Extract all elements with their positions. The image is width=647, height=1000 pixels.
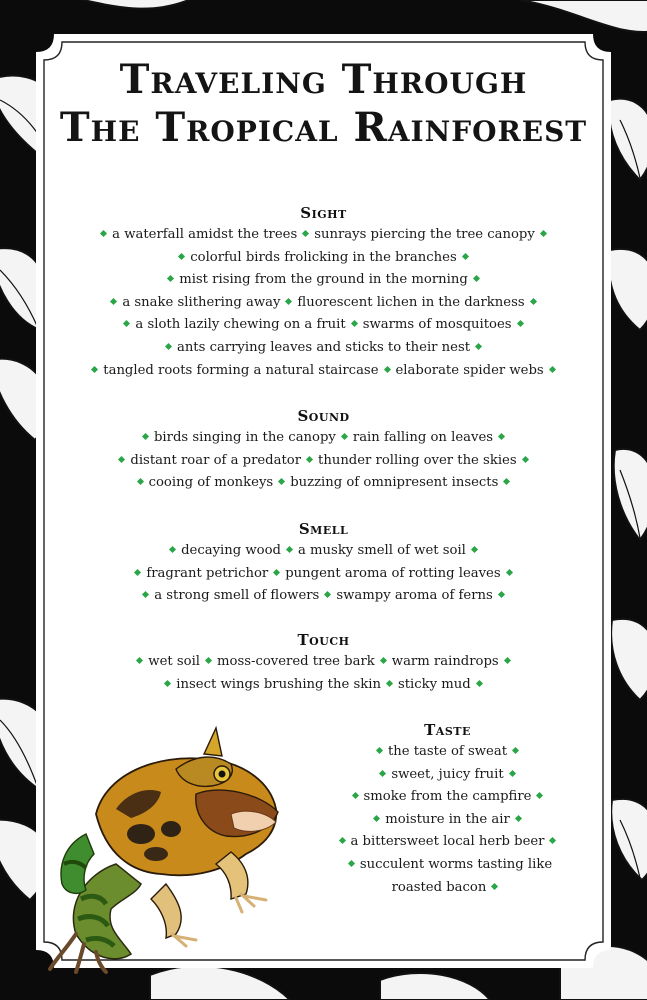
phrase-line bbox=[36, 540, 611, 563]
bullet-diamond-icon bbox=[169, 546, 176, 553]
section-sound bbox=[36, 405, 611, 495]
bullet-diamond-icon bbox=[471, 546, 478, 553]
bullet-diamond-icon bbox=[530, 298, 537, 305]
phrase: a strong smell of flowers bbox=[154, 588, 320, 604]
phrase-line bbox=[298, 786, 597, 809]
phrase: sunrays piercing the tree canopy bbox=[314, 227, 535, 242]
phrase-line bbox=[36, 585, 611, 608]
bullet-diamond-icon bbox=[491, 883, 498, 890]
bullet-diamond-icon bbox=[383, 366, 390, 373]
section-heading-taste: Taste bbox=[424, 721, 471, 739]
bullet-diamond-icon bbox=[509, 770, 516, 777]
bullet-diamond-icon bbox=[278, 478, 285, 485]
phrase: succulent worms tasting like bbox=[359, 856, 553, 872]
bullet-diamond-icon bbox=[376, 747, 383, 754]
phrase: moss-covered tree bark bbox=[217, 654, 375, 669]
bullet-diamond-icon bbox=[380, 657, 387, 664]
bullet-diamond-icon bbox=[165, 343, 172, 350]
poster-card bbox=[36, 34, 611, 968]
bullet-diamond-icon bbox=[273, 569, 280, 576]
phrase: a musky smell of wet soil bbox=[298, 543, 466, 558]
phrase: colorful birds frolicking in the branches bbox=[190, 249, 457, 265]
phrase: a bittersweet local herb beer bbox=[350, 834, 545, 850]
phrase-line bbox=[36, 427, 611, 450]
phrase: tangled roots forming a natural staircase bbox=[103, 362, 379, 378]
section-taste bbox=[298, 719, 597, 899]
bullet-diamond-icon bbox=[536, 792, 543, 799]
bullet-diamond-icon bbox=[512, 747, 519, 754]
phrase: smoke from the campfire bbox=[363, 789, 532, 805]
phrase: buzzing of omnipresent insects bbox=[290, 475, 499, 491]
phrase-line bbox=[298, 877, 597, 900]
bullet-diamond-icon bbox=[348, 860, 355, 867]
phrase: ants carrying leaves and sticks to their nest bbox=[176, 339, 471, 355]
section-smell bbox=[36, 518, 611, 608]
bullet-diamond-icon bbox=[324, 591, 331, 598]
section-heading-smell: Smell bbox=[298, 520, 349, 538]
phrase: the taste of sweat bbox=[387, 744, 508, 759]
phrase: rain falling on leaves bbox=[352, 430, 494, 445]
bullet-diamond-icon bbox=[504, 657, 511, 664]
bullet-diamond-icon bbox=[302, 230, 309, 237]
bullet-diamond-icon bbox=[100, 230, 107, 237]
phrase-line bbox=[36, 674, 611, 697]
phrase: sweet, juicy fruit bbox=[391, 766, 504, 782]
phrase: a snake slithering away bbox=[122, 294, 281, 310]
phrase-line bbox=[36, 292, 611, 315]
bullet-diamond-icon bbox=[515, 815, 522, 822]
phrase-line bbox=[298, 831, 597, 854]
section-sight bbox=[36, 202, 611, 382]
bullet-diamond-icon bbox=[386, 680, 393, 687]
phrase: distant roar of a predator bbox=[130, 452, 302, 468]
bullet-diamond-icon bbox=[167, 275, 174, 282]
bullet-diamond-icon bbox=[110, 298, 117, 305]
phrase-line bbox=[36, 224, 611, 247]
bullet-diamond-icon bbox=[503, 478, 510, 485]
bullet-diamond-icon bbox=[379, 770, 386, 777]
phrase-line bbox=[36, 314, 611, 337]
bullet-diamond-icon bbox=[123, 320, 130, 327]
section-heading-touch: Touch bbox=[297, 631, 350, 649]
bullet-diamond-icon bbox=[142, 433, 149, 440]
phrase: roasted bacon bbox=[391, 879, 487, 895]
bullet-diamond-icon bbox=[498, 591, 505, 598]
bullet-diamond-icon bbox=[91, 366, 98, 373]
bullet-diamond-icon bbox=[475, 343, 482, 350]
phrase: elaborate spider webs bbox=[395, 362, 544, 378]
phrase: fragrant petrichor bbox=[146, 565, 269, 581]
bullet-diamond-icon bbox=[506, 569, 513, 576]
bullet-diamond-icon bbox=[164, 680, 171, 687]
phrase: cooing of monkeys bbox=[148, 475, 274, 491]
phrase: warm raindrops bbox=[391, 654, 499, 669]
phrase-line bbox=[298, 764, 597, 787]
bullet-diamond-icon bbox=[462, 253, 469, 260]
phrase-line bbox=[36, 450, 611, 473]
bullet-diamond-icon bbox=[286, 546, 293, 553]
phrase-line bbox=[298, 854, 597, 877]
bullet-diamond-icon bbox=[306, 456, 313, 463]
bullet-diamond-icon bbox=[549, 366, 556, 373]
bullet-diamond-icon bbox=[137, 478, 144, 485]
bullet-diamond-icon bbox=[473, 275, 480, 282]
bullet-diamond-icon bbox=[476, 680, 483, 687]
bullet-diamond-icon bbox=[118, 456, 125, 463]
phrase-line bbox=[36, 247, 611, 270]
bullet-diamond-icon bbox=[351, 320, 358, 327]
bullet-diamond-icon bbox=[136, 657, 143, 664]
title-line-2: The Tropical Rainforest bbox=[59, 104, 588, 151]
bullet-diamond-icon bbox=[517, 320, 524, 327]
phrase: wet soil bbox=[148, 654, 201, 669]
bullet-diamond-icon bbox=[134, 569, 141, 576]
phrase-line bbox=[298, 809, 597, 832]
bullet-diamond-icon bbox=[522, 456, 529, 463]
bullet-diamond-icon bbox=[351, 792, 358, 799]
phrase-line bbox=[36, 472, 611, 495]
title-line-1: Traveling Through bbox=[119, 56, 528, 103]
phrase: swarms of mosquitoes bbox=[362, 317, 512, 333]
bullet-diamond-icon bbox=[540, 230, 547, 237]
bullet-diamond-icon bbox=[205, 657, 212, 664]
phrase: moisture in the air bbox=[385, 811, 510, 827]
phrase: thunder rolling over the skies bbox=[318, 452, 517, 468]
phrase: insect wings brushing the skin bbox=[176, 676, 381, 692]
bullet-diamond-icon bbox=[549, 837, 556, 844]
phrase: swampy aroma of ferns bbox=[336, 588, 493, 604]
phrase-line bbox=[36, 360, 611, 383]
section-heading-sight: Sight bbox=[300, 204, 347, 222]
bullet-diamond-icon bbox=[373, 815, 380, 822]
bullet-diamond-icon bbox=[338, 837, 345, 844]
horned-frog-illustration bbox=[46, 714, 296, 974]
phrase-line bbox=[36, 337, 611, 360]
bullet-diamond-icon bbox=[285, 298, 292, 305]
bullet-diamond-icon bbox=[341, 433, 348, 440]
bullet-diamond-icon bbox=[498, 433, 505, 440]
phrase-line bbox=[36, 269, 611, 292]
phrase: sticky mud bbox=[397, 676, 471, 692]
bullet-diamond-icon bbox=[178, 253, 185, 260]
phrase-line bbox=[36, 651, 611, 674]
phrase: decaying wood bbox=[181, 543, 281, 558]
phrase: fluorescent lichen in the darkness bbox=[297, 294, 525, 310]
section-touch bbox=[36, 629, 611, 696]
phrase: pungent aroma of rotting leaves bbox=[285, 565, 501, 581]
phrase: mist rising from the ground in the morning bbox=[179, 272, 468, 288]
section-heading-sound: Sound bbox=[297, 407, 350, 425]
phrase: a sloth lazily chewing on a fruit bbox=[135, 317, 346, 333]
phrase-line bbox=[36, 563, 611, 586]
phrase: a waterfall amidst the trees bbox=[112, 227, 298, 242]
phrase: birds singing in the canopy bbox=[153, 430, 336, 445]
bullet-diamond-icon bbox=[142, 591, 149, 598]
phrase-line bbox=[298, 741, 597, 764]
